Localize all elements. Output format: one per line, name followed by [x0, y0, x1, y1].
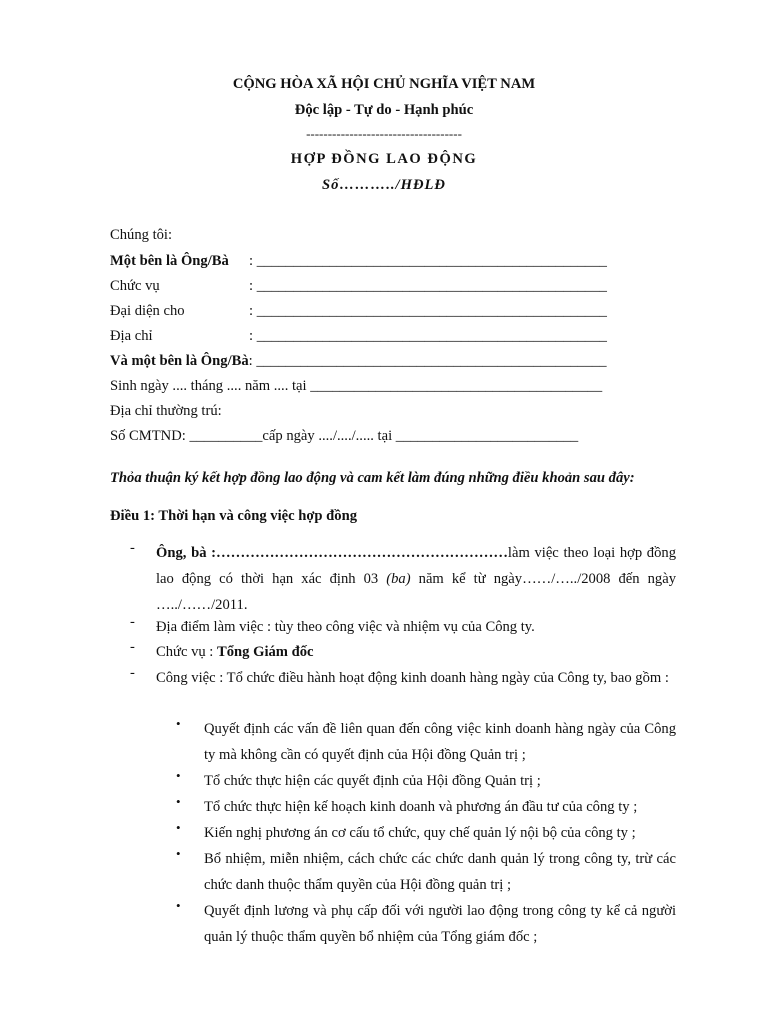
- dash-marker: -: [130, 665, 135, 681]
- position-label: Chức vụ: [110, 278, 160, 294]
- id-card-line: Số CMTND: __________cấp ngày ..../..../..... tại _________________________: [110, 428, 579, 444]
- list-item: [110, 540, 676, 618]
- first-party-label: Một bên là Ông/Bà: [110, 253, 229, 269]
- bullet-text: Quyết định các vấn đề liên quan đến công việc kinh doanh hàng ngày của Công ty mà không cần có quyết định của Hội đồng Quản trị ;: [204, 721, 676, 763]
- residence-line: Địa chỉ thường trú:: [110, 403, 222, 419]
- list-item-text: Ông, bà :……………………………………………………làm việc theo loại hợp đồng lao động có thời hạn xác định 03 (ba) năm kể từ ngày……/…../2008 đến ngày …../……/2011.: [156, 545, 677, 613]
- represent-field: : ________________________________________________: [249, 303, 607, 319]
- address-field: : ________________________________________________: [249, 328, 607, 344]
- list-item: [110, 665, 676, 717]
- second-party-field: : ________________________________________________: [248, 353, 607, 369]
- bullet-marker: •: [176, 768, 181, 783]
- address-label: Địa chỉ: [110, 328, 153, 344]
- list-item: [110, 614, 676, 640]
- list-item-text: Địa điểm làm việc : tùy theo công việc và nhiệm vụ của Công ty.: [156, 619, 535, 635]
- bullet-marker: •: [176, 846, 181, 861]
- bullet-text: Tổ chức thực hiện kế hoạch kinh doanh và phương án đầu tư của công ty ;: [204, 799, 638, 815]
- bullet-text: Quyết định lương và phụ cấp đối với người lao động trong công ty kể cả người quản lý thuộc thẩm quyền bổ nhiệm của Tổng giám đốc ;: [204, 903, 676, 945]
- list-item: [110, 639, 676, 665]
- list-item-text: Chức vụ : Tổng Giám đốc: [156, 644, 314, 660]
- dash-marker: -: [130, 614, 135, 630]
- birth-line: Sinh ngày .... tháng .... năm .... tại ________________________________________: [110, 378, 603, 394]
- bullet-text: Tổ chức thực hiện các quyết định của Hội đồng Quản trị ;: [204, 773, 541, 789]
- parties-intro: Chúng tôi:: [110, 227, 173, 243]
- first-party-field: : ________________________________________________: [249, 253, 607, 269]
- represent-label: Đại diện cho: [110, 303, 185, 319]
- document-number: Số………../HĐLĐ: [322, 177, 446, 193]
- list-item-text: Công việc : Tổ chức điều hành hoạt động kinh doanh hàng ngày của Công ty, bao gồm :: [156, 670, 669, 686]
- bullet-marker: •: [176, 820, 181, 835]
- dash-marker: -: [130, 540, 135, 556]
- bullet-marker: •: [176, 794, 181, 809]
- bullet-text: Kiến nghị phương án cơ cấu tổ chức, quy chế quản lý nội bộ của công ty ;: [204, 825, 636, 841]
- agreement-statement: Thỏa thuận ký kết hợp đồng lao động và cam kết làm đúng những điều khoản sau đây:: [110, 470, 635, 486]
- bullet-marker: •: [176, 898, 181, 913]
- position-field: : ________________________________________________: [249, 278, 607, 294]
- document-title: HỢP ĐỒNG LAO ĐỘNG: [290, 151, 478, 167]
- bullet-marker: •: [176, 716, 181, 731]
- bullet-text: Bổ nhiệm, miễn nhiệm, cách chức các chức danh quản lý trong công ty, trừ các chức danh thuộc thẩm quyền của Hội đồng quản trị ;: [204, 851, 676, 893]
- header-separator: ------------------------------------: [306, 126, 462, 141]
- motto: Độc lập - Tự do - Hạnh phúc: [294, 102, 474, 118]
- second-party-line: [110, 353, 607, 370]
- article-1-title: Điều 1: Thời hạn và công việc hợp đồng: [110, 508, 358, 524]
- country-heading: CỘNG HÒA XÃ HỘI CHỦ NGHĨA VIỆT NAM: [232, 76, 536, 92]
- dash-marker: -: [130, 639, 135, 655]
- second-party-label: Và một bên là Ông/Bà: [110, 353, 249, 369]
